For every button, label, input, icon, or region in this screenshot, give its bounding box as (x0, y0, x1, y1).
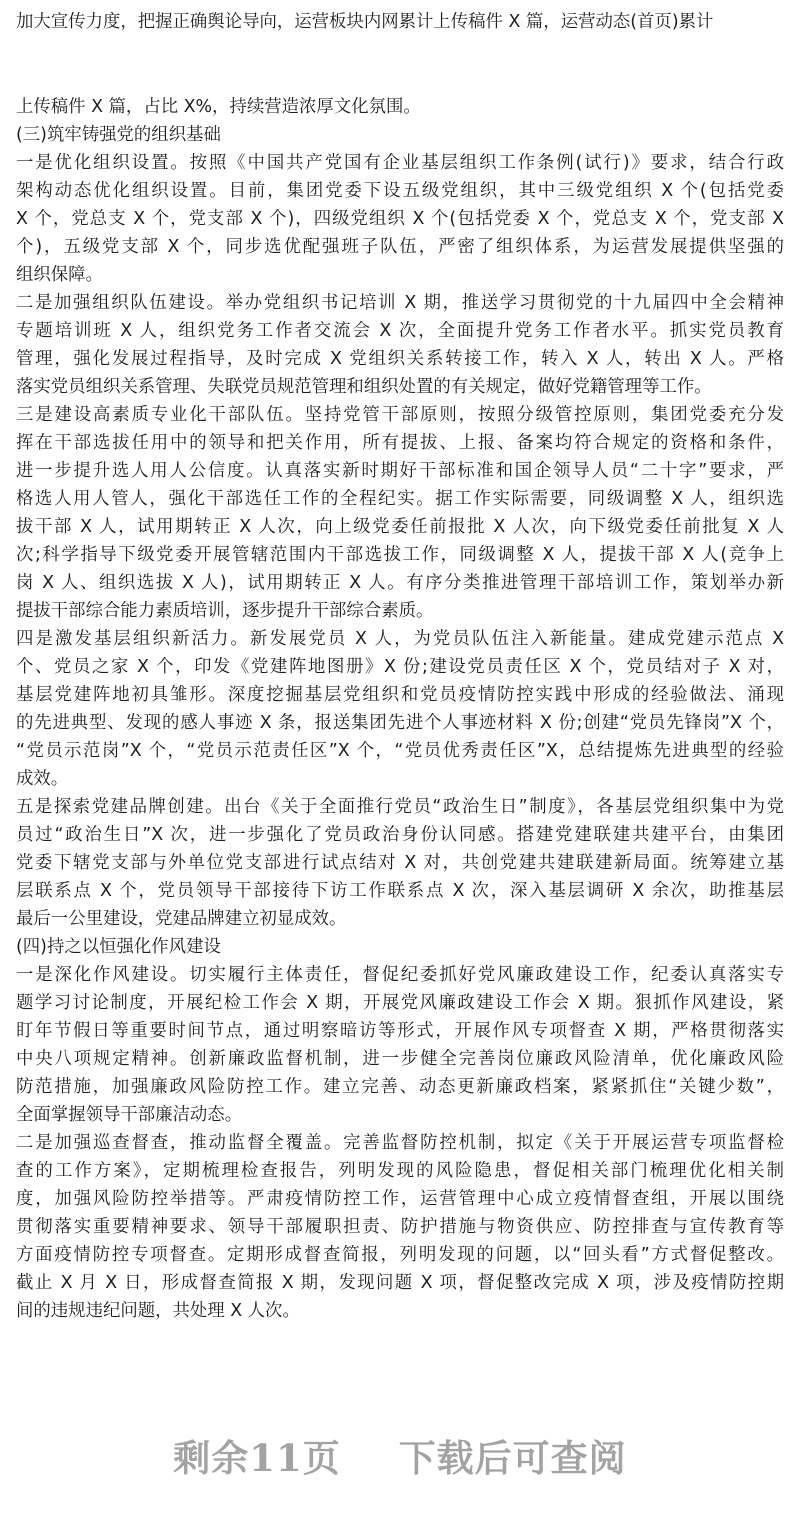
paragraph-line: 截止 X 月 X 日，形成督查简报 X 期，发现问题 X 项，督促整改完成 X 项，涉及疫情防控期 (16, 1273, 784, 1293)
paragraph-line: 间的违规违纪问题，共处理 X 人次。 (16, 1301, 300, 1321)
download-prompt[interactable] (0, 1428, 800, 1482)
paragraph-line: 基层党建阵地初具雏形。深度挖掘基层党组织和党员疫情防控实践中形成的经验做法、涌现 (16, 685, 784, 705)
paragraph-first-line: (四)持之以恒强化作风建设 (16, 937, 221, 957)
paragraph-line: 岗 X 人、组织选拔 X 人)，试用期转正 X 人。有序分类推进管理干部培训工作，策划举办新 (16, 573, 784, 593)
paragraph-first-line: 一是深化作风建设。切实履行主体责任，督促纪委抓好党风廉政建设工作，纪委认真落实专 (16, 965, 784, 985)
paragraph-line: 防范措施，加强廉政风险防控工作。建立完善、动态更新廉政档案，紧紧抓住“关键少数”， (16, 1077, 784, 1097)
paragraph-first-line: 二是加强组织队伍建设。举办党组织书记培训 X 期，推送学习贯彻党的十九届四中全会精神 (16, 293, 784, 313)
paragraph-line: 个、党员之家 X 个，印发《党建阵地图册》X 份;建设党员责任区 X 个，党员结对子 X 对， (16, 657, 784, 677)
paragraph-line: 成效。 (16, 769, 69, 789)
download-hint-label: 下载后可查阅 (398, 1436, 627, 1480)
paragraph-line: “党员示范岗”X 个，“党员示范责任区”X 个，“党员优秀责任区”X，总结提炼先进典型的经验 (16, 741, 784, 761)
paragraph-line: 最后一公里建设，党建品牌建立初显成效。 (16, 909, 347, 929)
paragraph-line: 架构动态优化组织设置。目前，集团党委下设五级党组织，其中三级党组织 X 个(包括党委 (16, 181, 784, 201)
paragraph-line: 贯彻落实重要精神要求、领导干部履职担责、防护措施与物资供应、防控排查与宣传教育等 (16, 1217, 784, 1237)
paragraph-first-line: 一是优化组织设置。按照《中国共产党国有企业基层组织工作条例(试行)》要求，结合行政 (16, 153, 784, 173)
paragraph-line: 挥在干部选拔任用中的领导和把关作用，所有提拔、上报、备案均符合规定的资格和条件， (16, 433, 784, 453)
paragraph-line: 管理，强化发展过程指导，及时完成 X 党组织关系转接工作，转入 X 人，转出 X 人。严格 (16, 349, 784, 369)
paragraph-line: 进一步提升选人用人公信度。认真落实新时期好干部标准和国企领导人员“二十字”要求，严 (16, 461, 784, 481)
paragraph-first-line: 四是激发基层组织新活力。新发展党员 X 人，为党员队伍注入新能量。建成党建示范点 X (16, 629, 784, 649)
paragraph-line: 度，加强风险防控举措等。严肃疫情防控工作，运营管理中心成立疫情督查组，开展以围绕 (16, 1189, 784, 1209)
paragraph-line: 中央八项规定精神。创新廉政监督机制，进一步健全完善岗位廉政风险清单，优化廉政风险 (16, 1049, 784, 1069)
paragraph-line: 拔干部 X 人，试用期转正 X 人次，向上级党委任前报批 X 人次，向下级党委任前批复 X 人 (16, 517, 784, 537)
paragraph-line: 组织保障。 (16, 265, 103, 285)
paragraph-line: 专题培训班 X 人，组织党务工作者交流会 X 次，全面提升党务工作者水平。抓实党员教育 (16, 321, 784, 341)
paragraph-line: 个)，五级党支部 X 个，同步选优配强班子队伍，严密了组织体系，为运营发展提供坚强的 (16, 237, 784, 257)
paragraph-line: 员过“政治生日”X 次，进一步强化了党员政治身份认同感。搭建党建联建共建平台，由集团 (16, 825, 784, 845)
paragraph-line: 党委下辖党支部与外单位党支部进行试点结对 X 对，共创党建共建联建新局面。统筹建立基 (16, 853, 784, 873)
remaining-pages-label: 剩余11页 (173, 1436, 341, 1480)
paragraph-line: 盯年节假日等重要时间节点，通过明察暗访等形式，开展作风专项督查 X 期，严格贯彻落实 (16, 1021, 784, 1041)
paragraph-first-line: 五是探索党建品牌创建。出台《关于全面推行党员“政治生日”制度》，各基层党组织集中为党 (16, 797, 784, 817)
paragraph-line: 的先进典型、发现的感人事迹 X 条，报送集团先进个人事迹材料 X 份;创建“党员先锋岗”X 个， (16, 713, 784, 733)
paragraph-first-line: 三是建设高素质专业化干部队伍。坚持党管干部原则，按照分级管控原则，集团党委充分发 (16, 405, 784, 425)
paragraph-line: 落实党员组织关系管理、失联党员规范管理和组织处置的有关规定，做好党籍管理等工作。 (16, 377, 712, 397)
paragraph-first-line: 二是加强巡查督查，推动监督全覆盖。完善监督防控机制，拟定《关于开展运营专项监督检 (16, 1133, 784, 1153)
paragraph-first-line: 上传稿件 X 篇，占比 X%，持续营造浓厚文化氛围。 (16, 97, 421, 117)
paragraph-line: 格选人用人管人，强化干部选任工作的全程纪实。据工作实际需要，同级调整 X 人，组织选 (16, 489, 784, 509)
paragraph-first-line: (三)筑牢铸强党的组织基础 (16, 125, 221, 145)
paragraph-line: 方面疫情防控专项督查。定期形成督查简报，列明发现的问题，以“回头看”方式督促整改。 (16, 1245, 784, 1265)
paragraph-first-line: 加大宣传力度，把握正确舆论导向，运营板块内网累计上传稿件 X 篇，运营动态(首页)累计 (16, 12, 714, 32)
paragraph-line: X 个，党总支 X 个，党支部 X 个)，四级党组织 X 个(包括党委 X 个，党总支 X 个，党支部 X (16, 209, 784, 229)
paragraph-line: 提拔干部综合能力素质培训，逐步提升干部综合素质。 (16, 601, 434, 621)
paragraph-line: 次;科学指导下级党委开展管辖范围内干部选拔工作，同级调整 X 人，提拔干部 X 人(竞争上 (16, 545, 784, 565)
paragraph-line: 层联系点 X 个，党员领导干部接待下访工作联系点 X 次，深入基层调研 X 余次，助推基层 (16, 881, 784, 901)
paragraph-line: 全面掌握领导干部廉洁动态。 (16, 1105, 243, 1125)
paragraph-line: 查的工作方案》，定期梳理检查报告，列明发现的风险隐患，督促相关部门梳理优化相关制 (16, 1161, 784, 1181)
paragraph-line: 题学习讨论制度，开展纪检工作会 X 期，开展党风廉政建设工作会 X 期。狠抓作风建设，紧 (16, 993, 784, 1013)
